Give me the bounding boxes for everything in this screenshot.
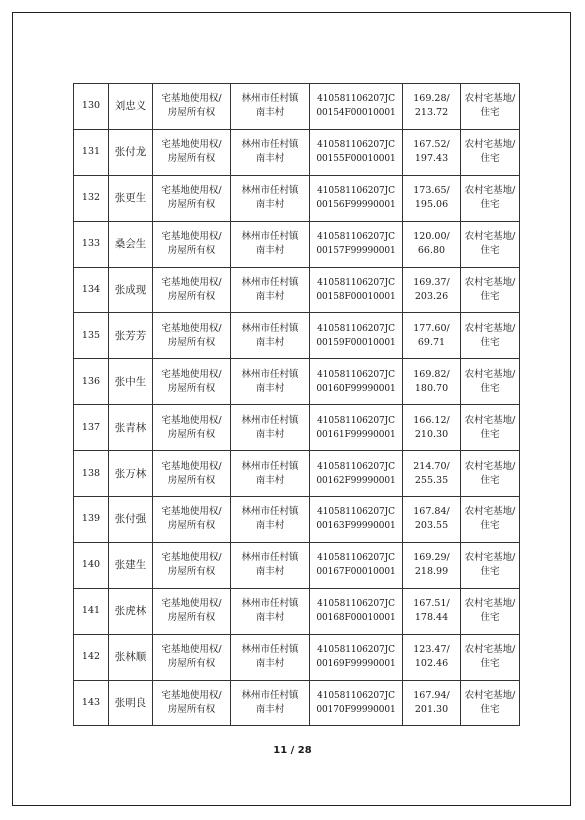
unit-code-text: 00158F00010001 [316,292,396,302]
unit-code-text: 00157F99990001 [316,246,396,257]
unit-code-text: 00168F00010001 [316,613,396,624]
right-type-text: 宅基地使用权/ [161,231,222,243]
location-text: 林州市任村镇 [241,690,299,702]
right-type-text: 宅基地使用权/ [161,139,222,151]
location-cell [231,588,310,634]
right-type-text: 房屋所有权 [167,612,216,624]
row-number-cell [74,451,109,497]
owner-name-cell [109,313,153,359]
unit-code-cell [310,129,403,175]
land-use-cell [461,634,520,680]
right-type-text: 宅基地使用权/ [161,506,222,518]
unit-code-text: 00156F99990001 [316,200,396,211]
location-text: 林州市任村镇 [241,231,299,243]
land-use-cell [461,680,520,726]
location-text: 南丰村 [255,245,285,257]
owner-name-cell [109,497,153,543]
location-cell [231,267,310,313]
row-number-cell [74,405,109,451]
row-number-cell [74,542,109,588]
location-text: 林州市任村镇 [241,552,299,564]
location-text: 南丰村 [255,520,285,532]
location-text: 南丰村 [255,704,285,716]
area-cell [403,267,461,313]
owner-name-text: 张付龙 [114,146,147,159]
owner-name-text: 张中生 [114,375,147,388]
table-row [74,175,520,221]
right-type-cell [153,129,231,175]
land-use-text: 农村宅基地/ [464,552,516,564]
unit-code-text: 410581106207JC [317,369,395,380]
location-cell [231,129,310,175]
unit-code-text: 410581106207JC [317,461,395,472]
location-text: 林州市任村镇 [241,93,299,105]
row-number-cell [74,175,109,221]
land-use-cell [461,221,520,267]
row-number-text: 142 [81,651,101,663]
unit-code-cell [310,405,403,451]
area-text: 195.06 [414,199,449,211]
land-use-text: 农村宅基地/ [464,644,516,656]
land-use-cell [461,451,520,497]
area-text: 66.80 [417,245,446,257]
owner-name-cell [109,359,153,405]
table-row [74,680,520,726]
location-cell [231,680,310,726]
area-text: 169.29/ [413,552,450,564]
location-text: 林州市任村镇 [241,414,299,426]
area-cell [403,129,461,175]
land-use-cell [461,497,520,543]
row-number-cell [74,84,109,130]
right-type-text: 宅基地使用权/ [161,368,222,380]
unit-code-text: 00162F99990001 [316,475,396,486]
row-number-cell [74,359,109,405]
right-type-text: 宅基地使用权/ [161,552,222,564]
right-type-text: 房屋所有权 [167,153,216,165]
area-cell [403,680,461,726]
area-cell [403,451,461,497]
owner-name-text: 张芳芳 [114,329,147,342]
land-use-text: 农村宅基地/ [464,231,516,243]
location-cell [231,451,310,497]
location-text: 南丰村 [255,199,285,211]
land-use-text: 住宅 [480,612,500,624]
row-number-text: 134 [81,284,101,295]
location-text: 南丰村 [255,153,285,165]
land-use-text: 住宅 [480,566,500,578]
land-use-text: 农村宅基地/ [464,598,516,610]
unit-code-cell [310,221,403,267]
row-number-cell [74,129,109,175]
land-use-cell [461,175,520,221]
unit-code-text: 410581106207JC [317,415,395,426]
area-text: 203.55 [414,520,449,532]
right-type-text: 房屋所有权 [167,520,216,532]
right-type-text: 房屋所有权 [167,107,216,119]
row-number-text: 132 [81,192,101,204]
area-text: 123.47/ [413,644,450,656]
owner-name-text: 张万林 [114,467,147,480]
land-use-cell [461,267,520,313]
land-use-cell [461,542,520,588]
unit-code-cell [310,451,403,497]
owner-name-cell [109,451,153,497]
area-text: 166.12/ [413,414,450,426]
row-number-cell [74,634,109,680]
owner-name-text: 刘忠义 [114,100,147,113]
right-type-cell [153,221,231,267]
owner-name-cell [109,405,153,451]
right-type-text: 房屋所有权 [167,566,216,578]
land-use-text: 农村宅基地/ [464,185,516,197]
land-use-text: 农村宅基地/ [464,93,516,105]
area-cell [403,405,461,451]
location-text: 南丰村 [255,566,285,578]
unit-code-text: 410581106207JC [317,323,395,334]
location-cell [231,634,310,680]
right-type-text: 房屋所有权 [167,199,216,211]
land-use-cell [461,84,520,130]
land-use-cell [461,313,520,359]
land-use-text: 农村宅基地/ [464,368,516,380]
location-text: 林州市任村镇 [241,460,299,472]
area-cell [403,313,461,359]
area-text: 213.72 [414,107,449,119]
location-text: 林州市任村镇 [241,368,299,380]
right-type-cell [153,588,231,634]
unit-code-text: 410581106207JC [317,599,395,610]
right-type-text: 房屋所有权 [167,291,216,302]
owner-name-text: 张明良 [114,697,147,710]
area-text: 178.44 [414,612,449,624]
location-text: 南丰村 [255,382,285,394]
area-text: 197.43 [414,153,449,165]
area-cell [403,634,461,680]
area-text: 167.94/ [413,690,450,702]
area-cell [403,588,461,634]
right-type-text: 宅基地使用权/ [161,460,222,472]
table-row [74,359,520,405]
right-type-text: 房屋所有权 [167,428,216,440]
unit-code-cell [310,267,403,313]
row-number-text: 131 [81,146,101,158]
right-type-cell [153,634,231,680]
registration-table [73,83,520,726]
row-number-text: 138 [81,467,101,479]
area-cell [403,542,461,588]
unit-code-cell [310,175,403,221]
area-cell [403,497,461,543]
land-use-text: 农村宅基地/ [464,506,516,518]
location-cell [231,405,310,451]
owner-name-text: 张付强 [114,513,147,526]
land-use-text: 住宅 [480,336,500,348]
unit-code-text: 00160F99990001 [316,383,396,394]
unit-code-cell [310,680,403,726]
table-row [74,405,520,451]
unit-code-text: 410581106207JC [317,553,395,564]
owner-name-text: 桑会生 [114,238,147,251]
owner-name-cell [109,175,153,221]
right-type-cell [153,497,231,543]
area-text: 173.65/ [413,185,450,197]
row-number-text: 133 [81,238,101,250]
owner-name-cell [109,542,153,588]
land-use-text: 农村宅基地/ [464,277,516,288]
area-text: 169.82/ [413,368,450,380]
table-row [74,588,520,634]
location-text: 南丰村 [255,428,285,440]
row-number-cell [74,588,109,634]
unit-code-text: 410581106207JC [317,94,395,105]
row-number-cell [74,680,109,726]
unit-code-text: 410581106207JC [317,691,395,702]
area-text: 214.70/ [413,460,450,472]
unit-code-text: 00155F00010001 [316,154,396,165]
right-type-cell [153,359,231,405]
table-row [74,129,520,175]
area-text: 169.28/ [413,93,450,105]
area-text: 167.51/ [413,598,450,610]
unit-code-cell [310,497,403,543]
row-number-cell [74,313,109,359]
land-use-text: 住宅 [480,520,500,532]
unit-code-cell [310,84,403,130]
area-text: 255.35 [414,474,449,486]
unit-code-text: 00154F00010001 [316,108,396,119]
row-number-text: 139 [81,513,101,525]
owner-name-cell [109,267,153,313]
land-use-text: 住宅 [480,199,500,211]
right-type-text: 房屋所有权 [167,658,216,670]
row-number-text: 135 [81,329,101,341]
land-use-text: 农村宅基地/ [464,414,516,426]
right-type-cell [153,451,231,497]
unit-code-cell [310,359,403,405]
table-body [74,84,520,726]
area-text: 167.52/ [413,139,450,151]
right-type-text: 房屋所有权 [167,336,216,348]
owner-name-text: 张更生 [114,192,147,205]
location-text: 南丰村 [255,612,285,624]
location-text: 林州市任村镇 [241,598,299,610]
area-text: 167.84/ [413,506,450,518]
right-type-text: 房屋所有权 [167,474,216,486]
unit-code-cell [310,588,403,634]
location-text: 南丰村 [255,474,285,486]
owner-name-cell [109,634,153,680]
right-type-text: 房屋所有权 [167,245,216,257]
owner-name-cell [109,221,153,267]
row-number-cell [74,267,109,313]
unit-code-cell [310,313,403,359]
row-number-text: 143 [81,697,101,709]
area-text: 180.70 [414,382,449,394]
location-cell [231,221,310,267]
right-type-text: 宅基地使用权/ [161,93,222,105]
right-type-text: 宅基地使用权/ [161,690,222,702]
land-use-text: 农村宅基地/ [464,460,516,472]
unit-code-text: 410581106207JC [317,278,395,288]
area-cell [403,221,461,267]
right-type-text: 房屋所有权 [167,382,216,394]
page-number: 11 / 28 [273,745,312,756]
land-use-text: 住宅 [480,153,500,165]
row-number-text: 136 [81,375,101,387]
owner-name-text: 张林顺 [114,651,147,664]
location-text: 林州市任村镇 [241,322,299,334]
owner-name-cell [109,129,153,175]
location-text: 南丰村 [255,291,285,302]
land-use-text: 住宅 [480,245,500,257]
table-row [74,634,520,680]
table-row [74,451,520,497]
right-type-cell [153,313,231,359]
table-row [74,221,520,267]
right-type-cell [153,267,231,313]
owner-name-text: 张成现 [114,284,147,296]
owner-name-text: 张青林 [114,421,147,434]
row-number-cell [74,221,109,267]
area-text: 102.46 [414,658,449,670]
location-text: 南丰村 [255,658,285,670]
land-use-text: 农村宅基地/ [464,690,516,702]
right-type-text: 宅基地使用权/ [161,414,222,426]
row-number-text: 130 [81,100,101,112]
area-text: 210.30 [414,428,449,440]
row-number-text: 141 [81,605,101,617]
area-cell [403,359,461,405]
right-type-text: 宅基地使用权/ [161,277,222,288]
land-use-cell [461,129,520,175]
area-cell [403,84,461,130]
unit-code-text: 410581106207JC [317,507,395,518]
unit-code-text: 00161F99990001 [316,429,396,440]
area-text: 69.71 [417,336,446,348]
land-use-text: 住宅 [480,658,500,670]
land-use-cell [461,588,520,634]
unit-code-text: 410581106207JC [317,645,395,656]
land-use-text: 住宅 [480,382,500,394]
unit-code-cell [310,542,403,588]
right-type-text: 宅基地使用权/ [161,644,222,656]
land-use-text: 住宅 [480,107,500,119]
unit-code-text: 00159F00010001 [316,337,396,348]
land-use-text: 住宅 [480,704,500,716]
owner-name-text: 张虎林 [114,605,147,618]
owner-name-cell [109,84,153,130]
area-text: 203.26 [414,291,449,302]
land-use-cell [461,405,520,451]
land-use-text: 住宅 [480,474,500,486]
owner-name-cell [109,680,153,726]
location-text: 南丰村 [255,336,285,348]
area-text: 169.37/ [413,277,450,288]
land-use-text: 农村宅基地/ [464,322,516,334]
area-text: 120.00/ [413,231,450,243]
right-type-text: 房屋所有权 [167,704,216,716]
location-text: 林州市任村镇 [241,185,299,197]
owner-name-text: 张建生 [114,559,147,572]
land-use-text: 住宅 [480,291,500,302]
right-type-text: 宅基地使用权/ [161,322,222,334]
right-type-cell [153,405,231,451]
location-text: 南丰村 [255,107,285,119]
location-cell [231,542,310,588]
row-number-text: 140 [81,559,101,571]
right-type-text: 宅基地使用权/ [161,185,222,197]
unit-code-text: 00169F99990001 [316,659,396,670]
unit-code-text: 410581106207JC [317,140,395,151]
land-use-cell [461,359,520,405]
table-row [74,313,520,359]
unit-code-text: 410581106207JC [317,186,395,197]
location-text: 林州市任村镇 [241,506,299,518]
area-text: 201.30 [414,704,449,716]
owner-name-cell [109,588,153,634]
right-type-cell [153,175,231,221]
right-type-cell [153,84,231,130]
land-use-text: 农村宅基地/ [464,139,516,151]
row-number-cell [74,497,109,543]
unit-code-text: 00167F00010001 [316,567,396,578]
location-cell [231,84,310,130]
location-cell [231,359,310,405]
location-cell [231,497,310,543]
area-text: 177.60/ [413,322,450,334]
unit-code-text: 00163F99990001 [316,521,396,532]
unit-code-text: 410581106207JC [317,232,395,243]
unit-code-cell [310,634,403,680]
right-type-cell [153,680,231,726]
right-type-cell [153,542,231,588]
location-cell [231,175,310,221]
table-row [74,267,520,313]
row-number-text: 137 [81,421,101,433]
area-cell [403,175,461,221]
table-row [74,84,520,130]
unit-code-text: 00170F99990001 [316,705,396,716]
location-text: 林州市任村镇 [241,277,299,288]
area-text: 218.99 [414,566,449,578]
location-cell [231,313,310,359]
table-row [74,542,520,588]
land-use-text: 住宅 [480,428,500,440]
table-row [74,497,520,543]
right-type-text: 宅基地使用权/ [161,598,222,610]
location-text: 林州市任村镇 [241,139,299,151]
location-text: 林州市任村镇 [241,644,299,656]
